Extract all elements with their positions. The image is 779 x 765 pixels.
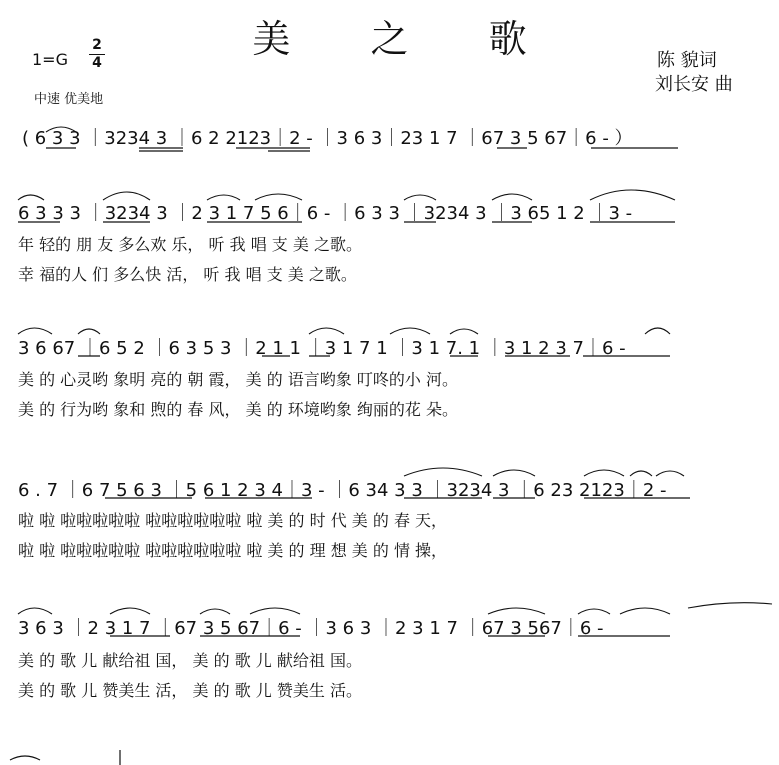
page-title: 美 之 歌 [252,17,561,61]
trailing-marks [10,750,120,765]
key-signature: 1=G [32,50,68,69]
tempo-marking: 中速 优美地 [34,92,104,107]
score-line-1-notes: ( 6 3 3 ｜3234 3 ｜6 2 2123｜2 - ｜3 6 3｜23 1 7 ｜67 3 5 67｜6 - ） [22,128,633,149]
score-line-2-lyric-2: 幸 福的人 们 多么快 活， 听 我 唱 支 美 之歌。 [18,265,357,284]
score-line-5-lyric-2: 美 的 歌 儿 赞美生 活， 美 的 歌 儿 赞美生 活。 [18,681,362,700]
score-line-2-notes: 6 3 3 3 ｜3234 3 ｜2 3 1 7 5 6｜6 - ｜6 3 3 ｜3234 3 ｜3 65 1 2 ｜3 - [18,203,633,224]
score-line-4-notes: 6 . 7 ｜6 7 5 6 3 ｜5 6 1 2 3 4｜3 - ｜6 34 3 3 ｜3234 3 ｜6 23 2123｜2 - [18,480,667,501]
score-line-2-lyric-1: 年 轻的 朋 友 多么欢 乐， 听 我 唱 支 美 之歌。 [18,235,362,254]
time-signature-top: 2 [92,37,102,53]
lyricist-credit: 陈 貌词 [657,50,717,71]
composer-credit: 刘长安 曲 [655,74,733,95]
score-line-3-lyric-2: 美 的 行为哟 象和 煦的 春 风， 美 的 环境哟象 绚丽的花 朵。 [18,400,458,419]
score-line-3-notes: 3 6 67 ｜6 5 2 ｜6 3 5 3 ｜2 1 1 ｜3 1 7 1 ｜3 1 7. 1 ｜3 1 2 3 7｜6 - [18,338,626,359]
score-line-4-lyric-1: 啦 啦 啦啦啦啦啦 啦啦啦啦啦啦 啦 美 的 时 代 美 的 春 天， [18,511,448,530]
score-line-5-notes: 3 6 3 ｜2 3 1 7 ｜67 3 5 67｜6 - ｜3 6 3 ｜2 3 1 7 ｜67 3 567｜6 - [18,618,604,639]
slur-marks [18,127,772,614]
score-line-5-lyric-1: 美 的 歌 儿 献给祖 国， 美 的 歌 儿 献给祖 国。 [18,651,362,670]
score-line-4-lyric-2: 啦 啦 啦啦啦啦啦 啦啦啦啦啦啦 啦 美 的 理 想 美 的 情 操， [18,541,448,560]
score-line-3-lyric-1: 美 的 心灵哟 象明 亮的 朝 霞， 美 的 语言哟象 叮咚的小 河。 [18,370,458,389]
underline-marks [18,148,690,636]
time-signature-bottom: 4 [92,55,102,71]
